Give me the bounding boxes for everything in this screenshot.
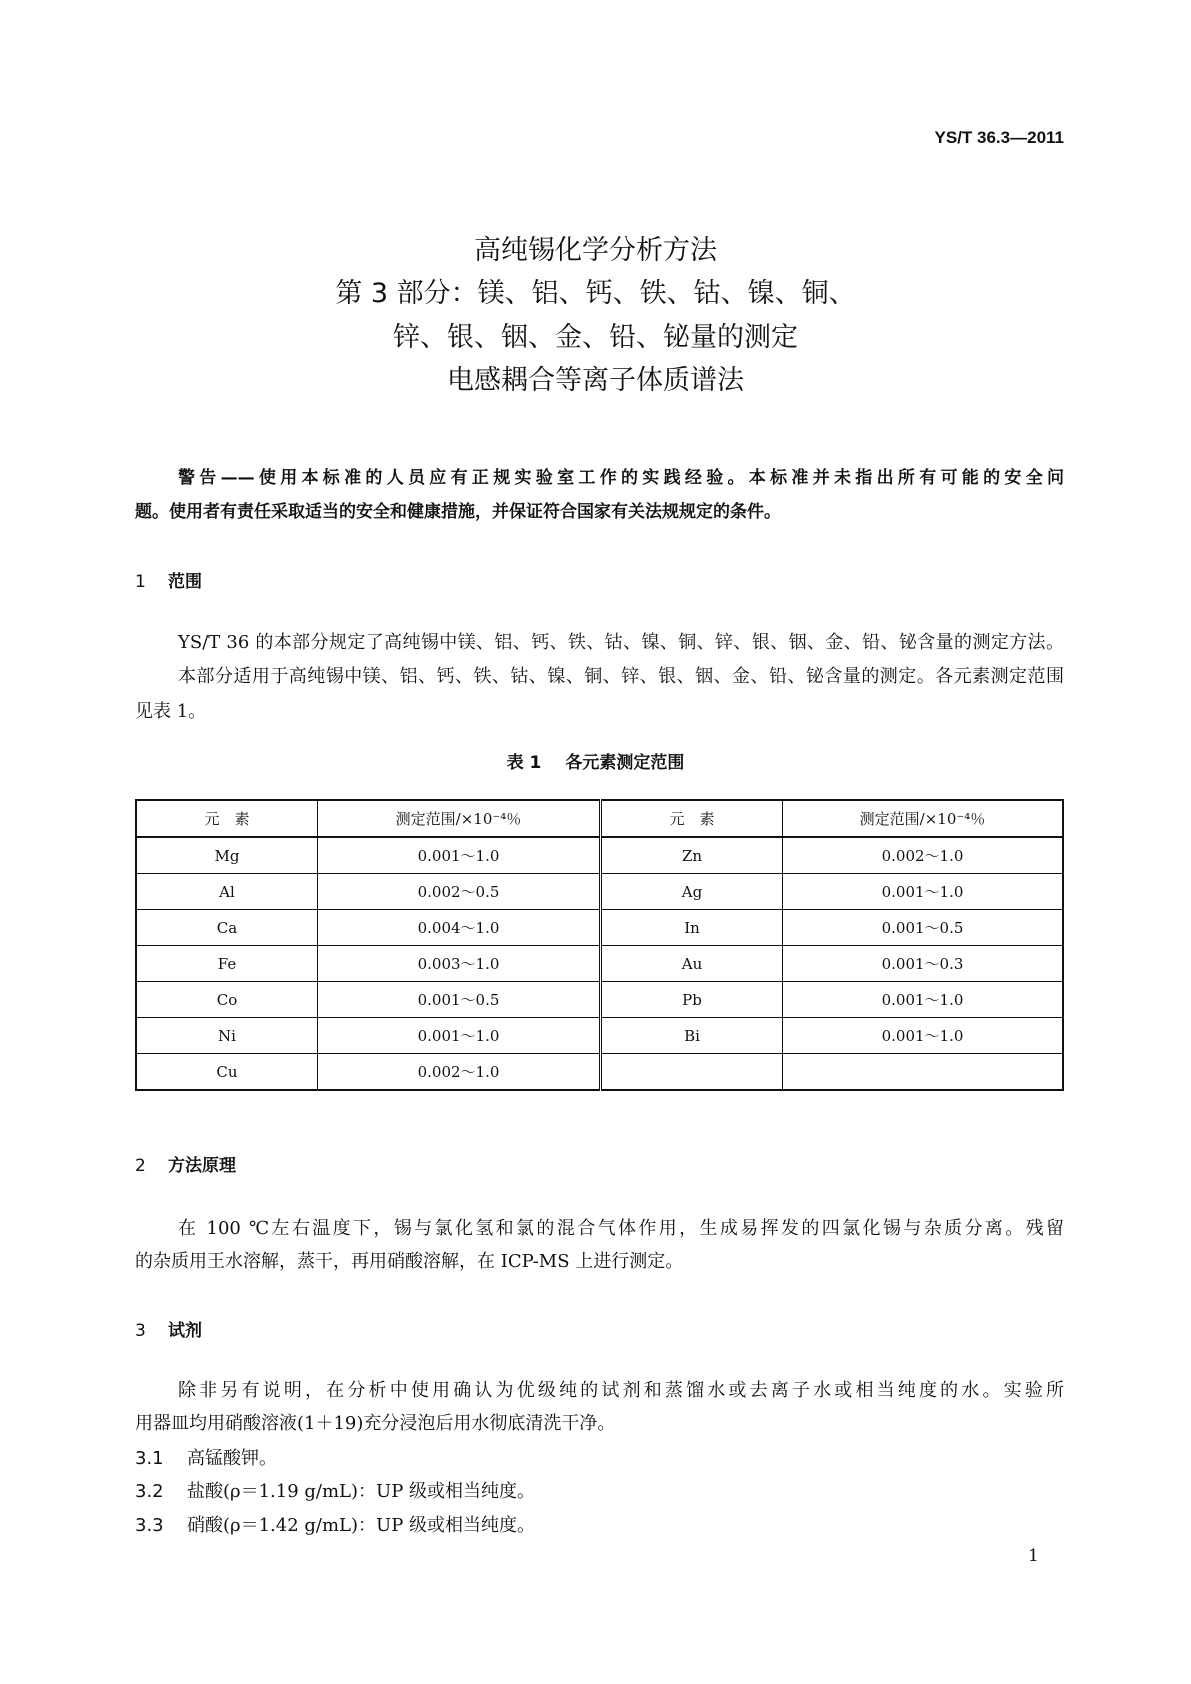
section-number: 2	[135, 1156, 146, 1176]
section-title: 试剂	[168, 1321, 202, 1341]
paragraph-line: 除非另有说明，在分析中使用确认为优级纯的试剂和蒸馏水或去离子水或相当纯度的水。实验所	[178, 1380, 1064, 1401]
section-1-heading	[135, 567, 202, 592]
element-cell: Co	[136, 982, 318, 1018]
range-cell: 0.001～1.0	[783, 874, 1064, 910]
paragraph-line: 用器皿均用硝酸溶液(1＋19)充分浸泡后用水彻底清洗干净。	[135, 1413, 616, 1434]
header-range: 测定范围/×10⁻⁴％	[783, 800, 1064, 837]
subclause-text: 高锰酸钾。	[187, 1448, 277, 1469]
element-cell: Mg	[136, 837, 318, 874]
element-cell: Au	[601, 946, 783, 982]
table-row	[136, 837, 1063, 874]
table-caption-number: 表 1	[506, 753, 542, 773]
table-row	[136, 910, 1063, 946]
title-line-2: 第 3 部分：镁、铝、钙、铁、钴、镍、铜、	[335, 278, 856, 309]
section-3-heading	[135, 1316, 202, 1341]
table-header-row	[136, 800, 1063, 837]
element-cell: Ni	[136, 1018, 318, 1054]
range-cell: 0.003～1.0	[318, 946, 601, 982]
header-range: 测定范围/×10⁻⁴％	[318, 800, 601, 837]
range-cell	[783, 1054, 1064, 1091]
range-cell: 0.001～0.5	[783, 910, 1064, 946]
range-cell: 0.002～0.5	[318, 874, 601, 910]
subclause-number: 3.3	[135, 1515, 164, 1536]
element-cell	[601, 1054, 783, 1091]
table-row	[136, 1054, 1063, 1091]
table-row	[136, 946, 1063, 982]
element-cell: Pb	[601, 982, 783, 1018]
warning-line-1: 警告——使用本标准的人员应有正规实验室工作的实践经验。本标准并未指出所有可能的安全问	[178, 468, 1064, 488]
section-number: 3	[135, 1321, 146, 1341]
table-caption	[0, 748, 1191, 773]
paragraph-line: 见表 1。	[135, 701, 207, 722]
header-element: 元 素	[601, 800, 783, 837]
section-number: 1	[135, 572, 146, 592]
element-cell: Al	[136, 874, 318, 910]
subclause-3-3	[135, 1514, 1064, 1538]
subclause-number: 3.2	[135, 1481, 164, 1502]
element-cell: Zn	[601, 837, 783, 874]
paragraph-line: 的杂质用王水溶解，蒸干，再用硝酸溶解，在 ICP-MS 上进行测定。	[135, 1251, 684, 1272]
title-line-4: 电感耦合等离子体质谱法	[447, 365, 744, 396]
header-element: 元 素	[136, 800, 318, 837]
title-line-1: 高纯锡化学分析方法	[474, 235, 717, 266]
element-cell: Bi	[601, 1018, 783, 1054]
subclause-text: 盐酸(ρ＝1.19 g/mL)：UP 级或相当纯度。	[187, 1481, 536, 1502]
range-cell: 0.001～1.0	[783, 982, 1064, 1018]
section-title: 方法原理	[168, 1156, 236, 1176]
range-cell: 0.004～1.0	[318, 910, 601, 946]
range-cell: 0.001～0.5	[318, 982, 601, 1018]
warning-line-2: 题。使用者有责任采取适当的安全和健康措施，并保证符合国家有关法规规定的条件。	[135, 502, 781, 522]
range-cell: 0.001～1.0	[783, 1018, 1064, 1054]
range-cell: 0.002～1.0	[318, 1054, 601, 1091]
table-caption-title: 各元素测定范围	[565, 753, 685, 773]
range-cell: 0.001～1.0	[318, 1018, 601, 1054]
element-cell: Ca	[136, 910, 318, 946]
subclause-text: 硝酸(ρ＝1.42 g/mL)：UP 级或相当纯度。	[187, 1515, 536, 1536]
paragraph-line: 本部分适用于高纯锡中镁、铝、钙、铁、钴、镍、铜、锌、银、铟、金、铅、铋含量的测定。各元素测定范围	[178, 666, 1064, 687]
table-row	[136, 982, 1063, 1018]
paragraph-line: 在 100 ℃左右温度下，锡与氯化氢和氯的混合气体作用，生成易挥发的四氯化锡与杂质分离。残留	[178, 1218, 1064, 1239]
page-number: 1	[1028, 1546, 1039, 1566]
range-cell: 0.001～0.3	[783, 946, 1064, 982]
subclause-3-2	[135, 1480, 1064, 1504]
section-title: 范围	[168, 572, 202, 592]
table-row	[136, 1018, 1063, 1054]
element-cell: Cu	[136, 1054, 318, 1091]
element-cell: Fe	[136, 946, 318, 982]
standard-number: YS/T 36.3—2011	[934, 128, 1064, 147]
subclause-number: 3.1	[135, 1448, 164, 1469]
paragraph-line: YS/T 36 的本部分规定了高纯锡中镁、铝、钙、铁、钴、镍、铜、锌、银、铟、金、铅、铋含量的测定方法。	[178, 632, 1064, 653]
table-row	[136, 874, 1063, 910]
subclause-3-1	[135, 1447, 1064, 1471]
range-cell: 0.001～1.0	[318, 837, 601, 874]
title-line-3: 锌、银、铟、金、铅、铋量的测定	[393, 322, 798, 353]
element-range-table	[135, 799, 1064, 1091]
range-cell: 0.002～1.0	[783, 837, 1064, 874]
section-2-heading	[135, 1151, 236, 1176]
element-cell: In	[601, 910, 783, 946]
element-cell: Ag	[601, 874, 783, 910]
